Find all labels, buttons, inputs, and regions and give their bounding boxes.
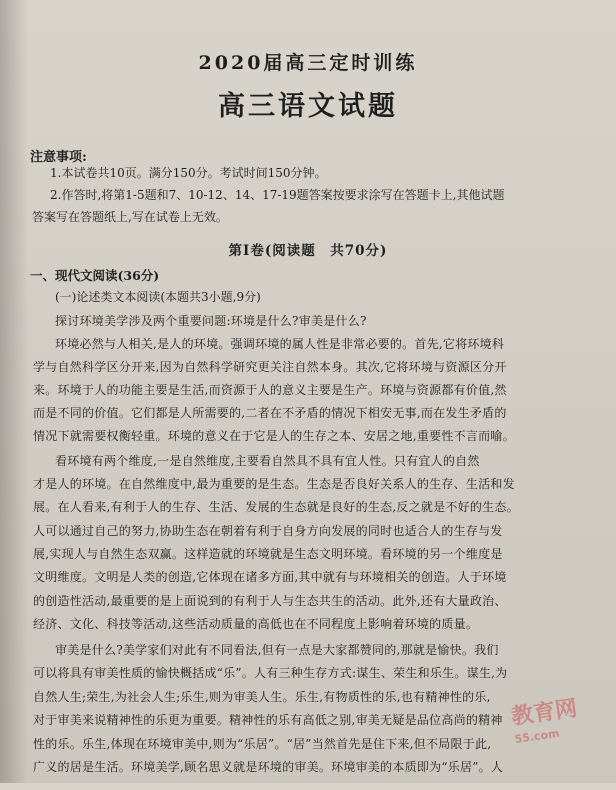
passage-line: 环境必然与人相关,是人的环境。强调环境的属人性是非常必要的。首先,它将环境科: [55, 337, 505, 351]
passage-line: 对于审美来说精神性的乐更为重要。精神性的乐有高低之别,审美无疑是品位高尚的精神: [33, 713, 503, 727]
watermark-subtext: 55.com: [513, 726, 561, 746]
passage-line: 广义的居是生活。环境美学,顾名思义就是环境的审美。环境审美的本质即为“乐居”。人: [33, 760, 504, 774]
watermark-text: 教育网: [509, 696, 579, 731]
passage-line: 展。在人看来,有利于人的生存、生活、发展的生态就是良好的生态,反之就是不好的生态。: [33, 500, 519, 514]
notice-item-2: 2.作答时,将第1-5题和7、10-12、14、17-19题答案按要求涂写在答题卡上,其他试题: [50, 188, 505, 202]
passage-line: 来。环境于人的功能主要是生活,而资源于人的意义主要是生产。环境与资源都有价值,然: [33, 383, 507, 397]
passage-line: 才是人的环境。在自然维度中,最为重要的是生态。生态是否良好关系人的生存、生活和发: [33, 477, 515, 491]
exam-header: 2020届高三定时训练: [198, 52, 418, 74]
site-watermark: [509, 686, 616, 789]
passage-line: 性的乐。乐生,体现在环境审美中,则为“乐居”。“居”当然首先是住下来,但不局限于此,: [33, 737, 492, 751]
passage-line: 自然人生;荣生,为社会人生;乐生,则为审美人生。乐生,有物质性的乐,也有精神性的乐,: [33, 690, 491, 704]
notice-item-1: 1.本试卷共10页。满分150分。考试时间150分钟。: [50, 166, 327, 180]
exam-title: 高三语文试题: [218, 91, 398, 122]
subsection-title: (一)论述类文本阅读(本题共3小题,9分): [55, 290, 261, 304]
part-title: 第Ⅰ卷(阅读题 共70分): [228, 243, 388, 259]
passage-line: 而是不同的价值。它们都是人所需要的,二者在不矛盾的情况下相安无事,而在发生矛盾的: [33, 406, 507, 420]
passage-line: 的创造性活动,最重要的是上面说到的有利于人与生态共生的活动。此外,还有大量政治、: [33, 594, 507, 608]
passage-line: 学与自然科学区分开来,因为自然科学研究更关注自然本身。其次,它将环境与资源区分开: [33, 360, 507, 374]
passage-line: 探讨环境美学涉及两个重要问题:环境是什么?审美是什么?: [55, 314, 367, 328]
passage-line: 人可以通过自己的努力,协助生态在朝着有利于自身方向发展的同时也适合人的生存与发: [33, 524, 503, 538]
passage-line: 审美是什么?美学家们对此有不同看法,但有一点是大家都赞同的,那就是愉快。我们: [55, 643, 499, 657]
notice-title: 注意事项:: [30, 150, 87, 165]
passage-line: 看环境有两个维度,一是自然维度,主要看自然具不具有宜人性。只有宜人的自然: [55, 454, 480, 468]
passage-line: 可以将具有审美性质的愉快概括成“乐”。人有三种生存方式:谋生、荣生和乐生。谋生,为: [33, 666, 508, 680]
passage-line: 情况下就需要权衡轻重。环境的意义在于它是人的生存之本、安居之地,重要性不言而喻。: [33, 429, 515, 443]
passage-line: 经济、文化、科技等活动,这些活动质量的高低也在不同程度上影响着环境的质量。: [33, 617, 479, 631]
section-title: 一、现代文阅读(36分): [30, 268, 160, 283]
passage-line: 文明维度。文明是人类的创造,它体现在诸多方面,其中就有与环境相关的创造。人于环境: [33, 570, 507, 584]
notice-item-2-cont: 答案写在答题纸上,写在试卷上无效。: [32, 210, 228, 224]
passage-line: 展,实现人与自然生态双赢。这样造就的环境就是生态文明环境。看环境的另一个维度是: [33, 547, 503, 561]
